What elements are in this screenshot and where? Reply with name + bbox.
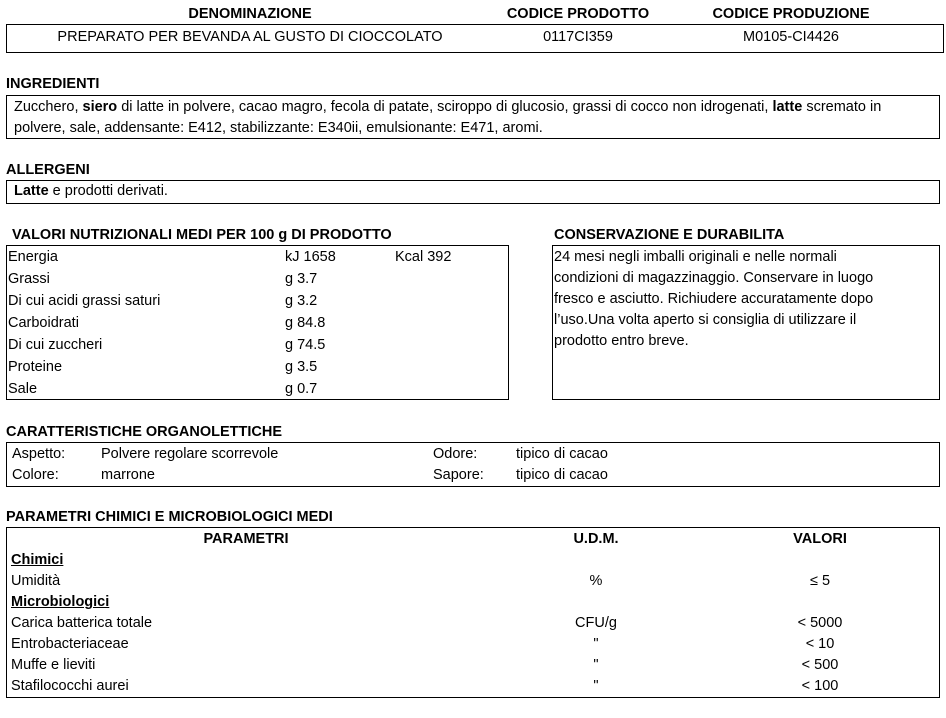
param-row-udm: " xyxy=(593,657,599,673)
header-codice-produzione-label: CODICE PRODUZIONE xyxy=(712,6,870,22)
param-row-name: Carica batterica totale xyxy=(11,615,153,631)
nutri-row-value: g 3.2 xyxy=(285,293,318,309)
param-row-udm: " xyxy=(593,636,599,652)
sapore-value: tipico di cacao xyxy=(516,467,608,483)
nutri-row-value: kJ 1658 xyxy=(285,249,336,265)
codice-produzione-value: M0105-CI4426 xyxy=(743,29,839,45)
nutri-row-label: Energia xyxy=(8,249,58,265)
parametri-col-udm: U.D.M. xyxy=(573,531,619,547)
ingredienti-title: INGREDIENTI xyxy=(6,76,100,92)
organolettiche-title: CARATTERISTICHE ORGANOLETTICHE xyxy=(6,424,283,440)
conservazione-line: 24 mesi negli imballi originali e nelle normali xyxy=(554,249,837,265)
param-row-value: < 10 xyxy=(805,636,835,652)
odore-label: Odore: xyxy=(433,446,478,462)
conservazione-line: l’uso.Una volta aperto si consiglia di utilizzare il xyxy=(554,312,857,328)
nutri-row-label: Di cui acidi grassi saturi xyxy=(8,293,161,309)
nutri-row-value: g 84.8 xyxy=(285,315,326,331)
allergeni-text: e prodotti derivati. xyxy=(48,183,168,199)
param-row-value: < 5000 xyxy=(797,615,843,631)
nutri-row-value: g 0.7 xyxy=(285,381,318,397)
colore-value: marrone xyxy=(101,467,155,483)
nutri-row-label: Grassi xyxy=(8,271,50,287)
param-row-udm: % xyxy=(589,573,603,589)
ingredienti-bold-latte: latte xyxy=(772,99,803,115)
nutrizionali-title: VALORI NUTRIZIONALI MEDI PER 100 g DI PRODOTTO xyxy=(12,227,392,243)
param-row-name: Entrobacteriaceae xyxy=(11,636,129,652)
param-row-value: < 100 xyxy=(801,678,839,694)
param-row-name: Stafilococchi aurei xyxy=(11,678,129,694)
conservazione-line: condizioni di magazzinaggio. Conservare in luogo xyxy=(554,270,874,286)
chimici-label: Chimici xyxy=(11,552,64,568)
allergeni-box xyxy=(6,180,940,204)
nutri-row-extra: Kcal 392 xyxy=(395,249,452,265)
nutri-row-label: Proteine xyxy=(8,359,63,375)
parametri-col-parametri: PARAMETRI xyxy=(203,531,289,547)
param-row-value: ≤ 5 xyxy=(809,573,831,589)
nutrizionali-box xyxy=(6,245,509,400)
ingredienti-text-2: di latte in polvere, cacao magro, fecola di patate, sciroppo di glucosio, grassi di cocco non idrogenati, xyxy=(117,99,773,115)
nutri-row-value: g 74.5 xyxy=(285,337,326,353)
odore-value: tipico di cacao xyxy=(516,446,608,462)
nutri-row-label: Sale xyxy=(8,381,38,397)
param-row-name: Umidità xyxy=(11,573,61,589)
colore-label: Colore: xyxy=(12,467,59,483)
conservazione-line: prodotto entro breve. xyxy=(554,333,689,349)
param-row-name: Muffe e lieviti xyxy=(11,657,96,673)
allergeni-bold: Latte xyxy=(14,183,49,199)
param-row-value: < 500 xyxy=(801,657,839,673)
ingredienti-box xyxy=(6,95,940,139)
microbiologici-label: Microbiologici xyxy=(11,594,110,610)
parametri-title: PARAMETRI CHIMICI E MICROBIOLOGICI MEDI xyxy=(6,509,333,525)
conservazione-line: fresco e asciutto. Richiudere accuratamente dopo xyxy=(554,291,874,307)
parametri-col-valori: VALORI xyxy=(793,531,847,547)
nutri-row-label: Di cui zuccheri xyxy=(8,337,103,353)
param-row-udm: " xyxy=(593,678,599,694)
sapore-label: Sapore: xyxy=(433,467,484,483)
header-codice-prodotto-label: CODICE PRODOTTO xyxy=(506,6,650,22)
aspetto-label: Aspetto: xyxy=(12,446,66,462)
conservazione-title: CONSERVAZIONE E DURABILITA xyxy=(554,227,785,243)
ingredienti-bold-siero: siero xyxy=(82,99,118,115)
ingredienti-text-3: scremato in polvere, sale, addensante: E412, stabilizzante: E340ii, emulsionante: E471, aromi. xyxy=(14,99,882,136)
allergeni-title: ALLERGENI xyxy=(6,162,90,178)
param-row-udm: CFU/g xyxy=(575,615,617,631)
codice-prodotto-value: 0117CI359 xyxy=(543,29,613,45)
nutri-row-value: g 3.7 xyxy=(285,271,318,287)
nutri-row-label: Carboidrati xyxy=(8,315,79,331)
denominazione-value: PREPARATO PER BEVANDA AL GUSTO DI CIOCCOLATO xyxy=(57,29,443,45)
aspetto-value: Polvere regolare scorrevole xyxy=(101,446,279,462)
ingredienti-text-1: Zucchero, xyxy=(14,99,83,115)
header-denominazione-label: DENOMINAZIONE xyxy=(188,6,312,22)
nutri-row-value: g 3.5 xyxy=(285,359,318,375)
